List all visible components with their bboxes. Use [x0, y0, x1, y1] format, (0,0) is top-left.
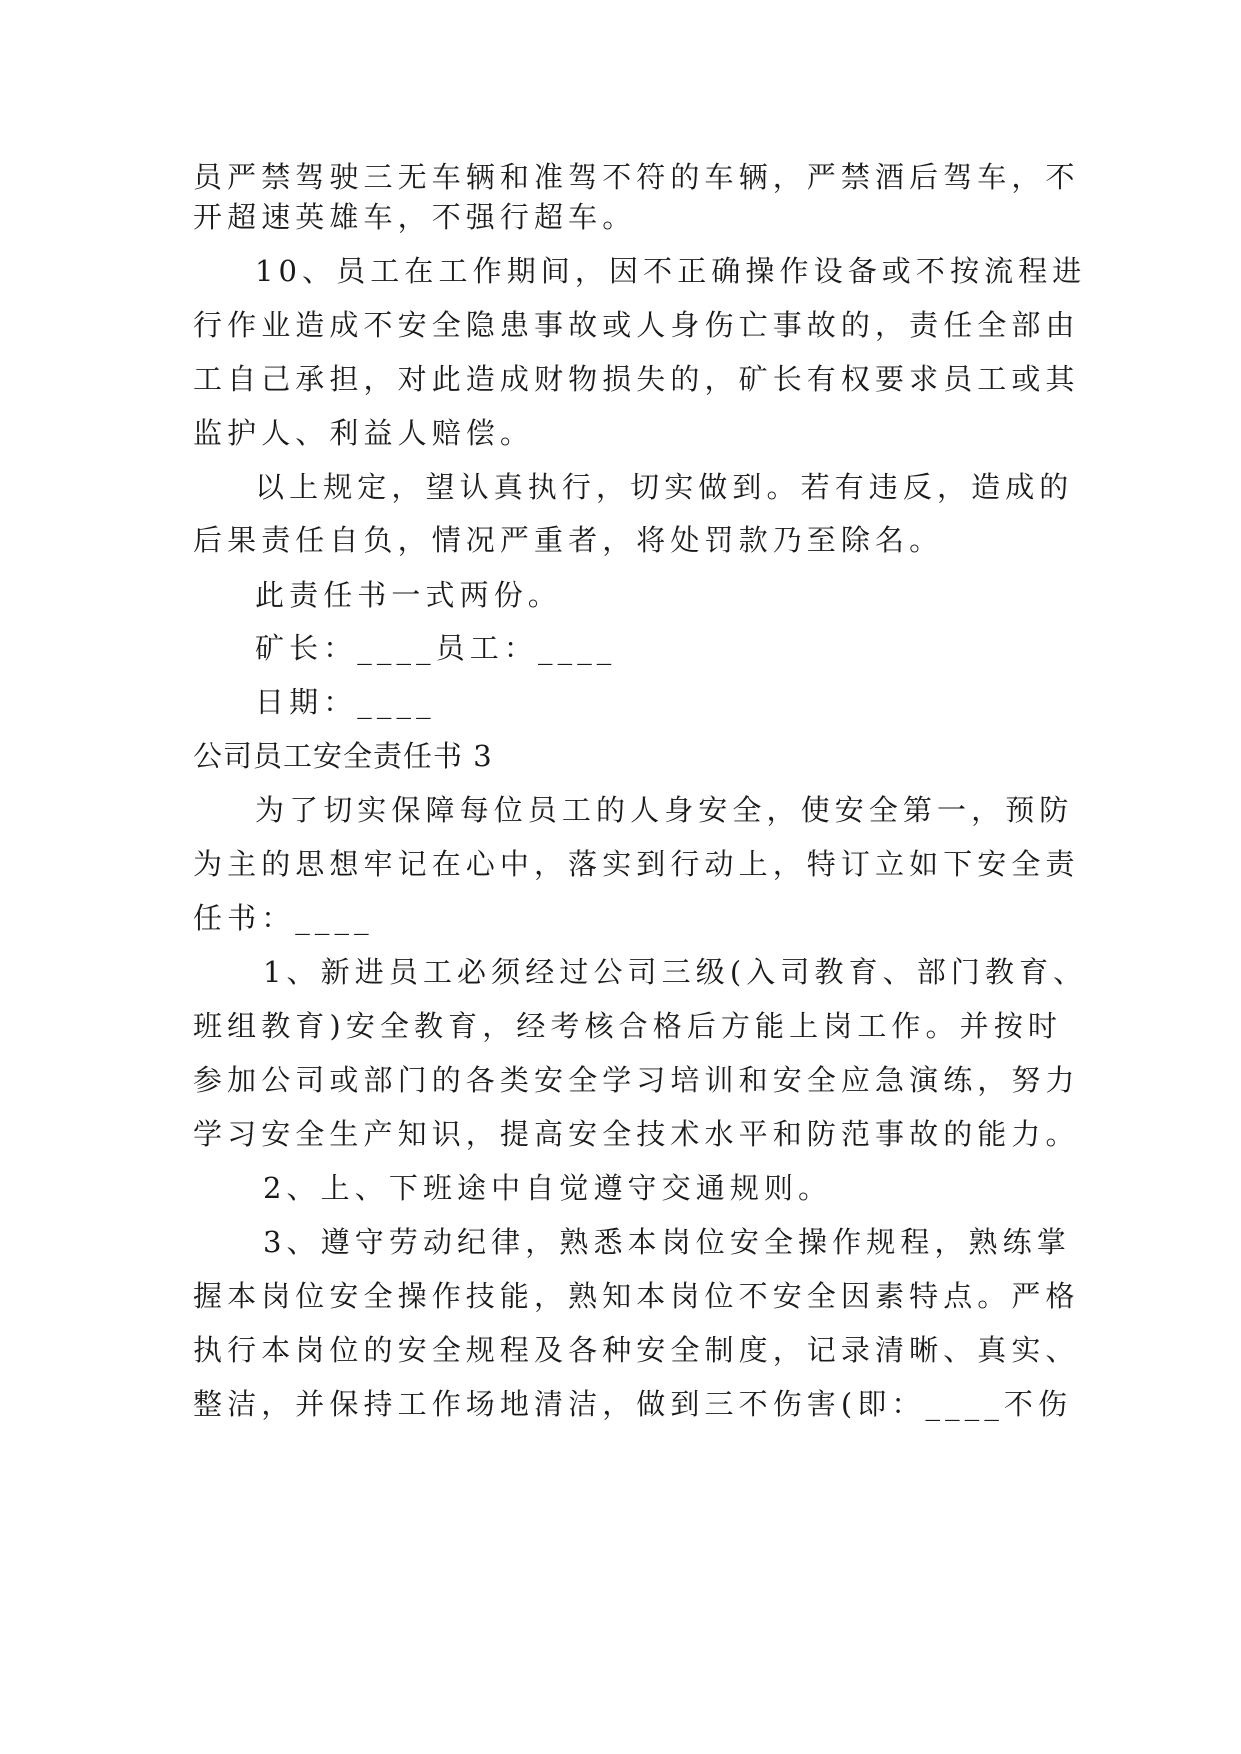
body-text-line: 任书：____: [193, 901, 374, 935]
body-text-line: 以上规定，望认真执行，切实做到。若有违反，造成的: [255, 470, 1074, 504]
body-text-line: 班组教育)安全教育，经考核合格后方能上岗工作。并按时: [193, 1009, 1062, 1043]
body-text-line: 执行本岗位的安全规程及各种安全制度，记录清晰、真实、: [193, 1333, 1080, 1367]
body-text-line: 2、上、下班途中自觉遵守交通规则。: [263, 1171, 833, 1205]
body-text-line: 行作业造成不安全隐患事故或人身伤亡事故的，责任全部由: [193, 308, 1080, 342]
body-text-line: 工自己承担，对此造成财物损失的，矿长有权要求员工或其: [193, 362, 1080, 396]
body-text-line: 1、新进员工必须经过公司三级(入司教育、部门教育、: [263, 955, 1088, 989]
body-text-line: 员严禁驾驶三无车辆和准驾不符的车辆，严禁酒后驾车，不: [193, 160, 1080, 194]
body-text-line: 此责任书一式两份。: [255, 578, 562, 612]
signature-line: 矿长：____员工：____: [255, 631, 617, 665]
body-text-line: 为主的思想牢记在心中，落实到行动上，特订立如下安全责: [193, 847, 1080, 881]
body-text-line: 10、员工在工作期间，因不正确操作设备或不按流程进: [255, 254, 1087, 288]
body-text-line: 3、遵守劳动纪律，熟悉本岗位安全操作规程，熟练掌: [263, 1225, 1071, 1259]
body-text-line: 开超速英雄车，不强行超车。: [193, 200, 637, 234]
body-text-line: 握本岗位安全操作技能，熟知本岗位不安全因素特点。严格: [193, 1279, 1080, 1313]
body-text-line: 整洁，并保持工作场地清洁，做到三不伤害(即：____不伤: [193, 1387, 1073, 1421]
body-text-line: 监护人、利益人赔偿。: [193, 416, 535, 450]
body-text-line: 为了切实保障每位员工的人身安全，使安全第一，预防: [255, 793, 1074, 827]
section-title: 公司员工安全责任书 3: [193, 739, 493, 773]
body-text-line: 后果责任自负，情况严重者，将处罚款乃至除名。: [193, 523, 944, 557]
date-line: 日期：____: [255, 685, 436, 719]
body-text-line: 参加公司或部门的各类安全学习培训和安全应急演练，努力: [193, 1063, 1080, 1097]
body-text-line: 学习安全生产知识，提高安全技术水平和防范事故的能力。: [193, 1117, 1080, 1151]
